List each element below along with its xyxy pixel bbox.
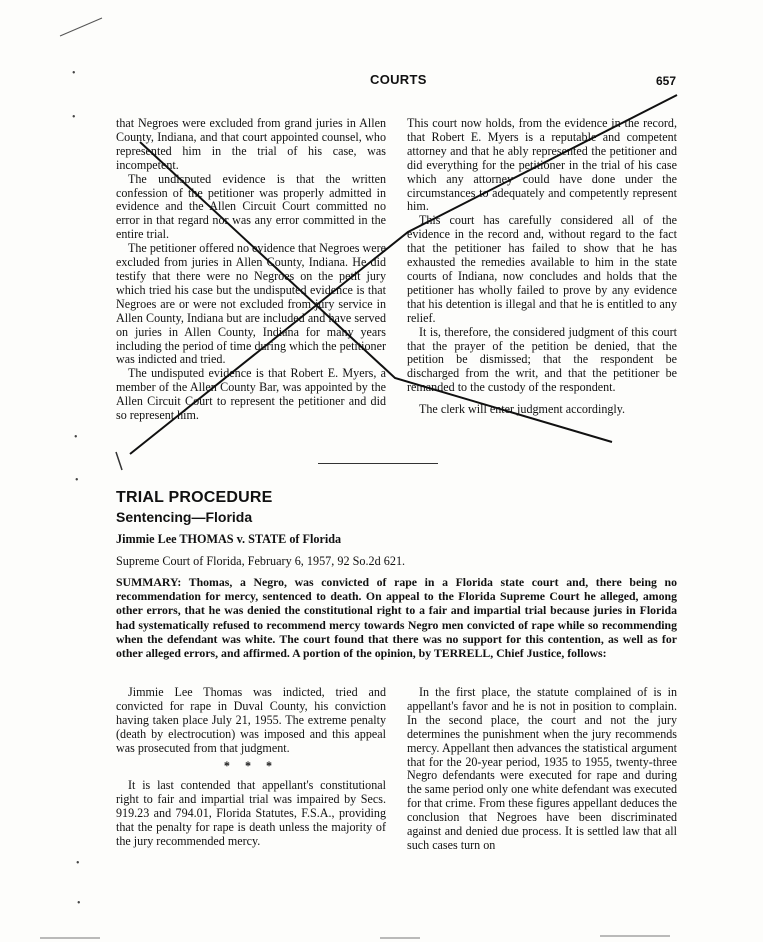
speck: • <box>75 475 79 486</box>
pen-mark <box>116 452 122 470</box>
paragraph: It is, therefore, the considered judgment of this court that the prayer of the petition be denied, that the petition be dismissed; that the respondent be discharged from the writ, and that the petitioner be remanded to the custody of the respondent. <box>407 324 677 395</box>
paragraph: that Negroes were excluded from grand juries in Allen County, Indiana, and that court appointed counsel, who represented him in the trial of his case, was incompetent. <box>116 116 386 172</box>
ellipsis: * * * <box>223 758 279 773</box>
section-subtitle: Sentencing—Florida <box>116 509 253 525</box>
paragraph: This court has carefully considered all of the evidence in the record and, without regard to the fact that the petitioner has failed to show that he has exhausted the remedies available to him in the state courts of Indiana, now concludes and holds that the petitioner has wholly failed to prove by any evidence that his detention is illegal and that he is entitled to any relief. <box>407 213 677 325</box>
section-divider <box>318 463 438 464</box>
case-citation: Supreme Court of Florida, February 6, 1957, 92 So.2d 621. <box>116 554 406 568</box>
paragraph: The petitioner offered no evidence that Negroes were excluded from juries in Allen County, Indiana. He did testify that there were no Negroes on the petit jury which tried his case but the undisputed evidence is that Negroes are or were not excluded from jury service in Allen County, Indiana but are included and have served on juries in Allen County, Indiana for many years including the period of time during which the petitioner was indicted and tried. <box>116 241 386 367</box>
running-header: COURTS <box>370 72 427 87</box>
top-left-column <box>116 117 386 423</box>
bottom-right-column <box>407 686 677 853</box>
top-right-column <box>407 117 677 417</box>
paragraph: In the first place, the statute complained of is in appellant's favor and he is not in position to complain. In the second place, the court and not the jury determines the punishment when the jury recommends mercy. Appellant then advances the statistical argument that for the 20-year period, 1935 to 1955, twenty-three Negro defendants were executed for rape and during the same period only one white defendant was executed for that crime. From these figures appellant deduces the conclusion that Negroes have been discriminated against and denied due process. It is settled law that all such cases turn on <box>407 685 677 852</box>
speck: • <box>74 432 78 443</box>
paragraph: It is last contended that appellant's constitutional right to fair and impartial trial was impaired by Secs. 919.23 and 794.01, Florida Statutes, F.S.A., providing that the penalty for rape is death unless the majority of the jury recommended mercy. <box>116 778 386 849</box>
case-title: Jimmie Lee THOMAS v. STATE of Florida <box>116 532 342 546</box>
speck: • <box>76 858 80 869</box>
section-title: TRIAL PROCEDURE <box>116 489 273 506</box>
speck: • <box>77 898 81 909</box>
speck: • <box>72 112 76 123</box>
speck: • <box>72 68 76 79</box>
case-summary: SUMMARY: Thomas, a Negro, was convicted of rape in a Florida state court and, there being no recommendation for mercy, sentenced to death. On appeal to the Florida Supreme Court he alleged, among other errors, that he was denied the constitutional right to a fair and impartial trial because juries in Florida had systematically refused to recommend mercy towards Negro men convicted of rape while so recommending when the defendant was white. The court found that there was no support for this contention, as well as for other alleged errors, and affirmed. A portion of the opinion, by TERRELL, Chief Justice, follows: <box>116 575 677 661</box>
paragraph: The undisputed evidence is that the written confession of the petitioner was properly admitted in evidence and the Allen Circuit Court committed no error in that regard nor was any error committed in the entire trial. <box>116 171 386 242</box>
paragraph: Jimmie Lee Thomas was indicted, tried and convicted for rape in Duval County, his conviction having taken place July 21, 1955. The extreme penalty (death by electrocution) was imposed and this appeal was prosecuted from that judgment. <box>116 685 386 755</box>
paragraph: The clerk will enter judgment accordingly. <box>419 402 626 417</box>
pen-mark <box>60 18 102 36</box>
bottom-left-column <box>116 686 386 849</box>
page-number: 657 <box>656 74 677 88</box>
paragraph: The undisputed evidence is that Robert E. Myers, a member of the Allen County Bar, was appointed by the Allen Circuit Court to represent the petitioner and did so represent him. <box>116 366 386 423</box>
paragraph: This court now holds, from the evidence in the record, that Robert E. Myers is a reputable and competent attorney and that he ably represented the petitioner and did everything for the petitioner in the trial of his case which any attorney could have done under the circumstances to adequately and competently represent him. <box>407 116 677 214</box>
